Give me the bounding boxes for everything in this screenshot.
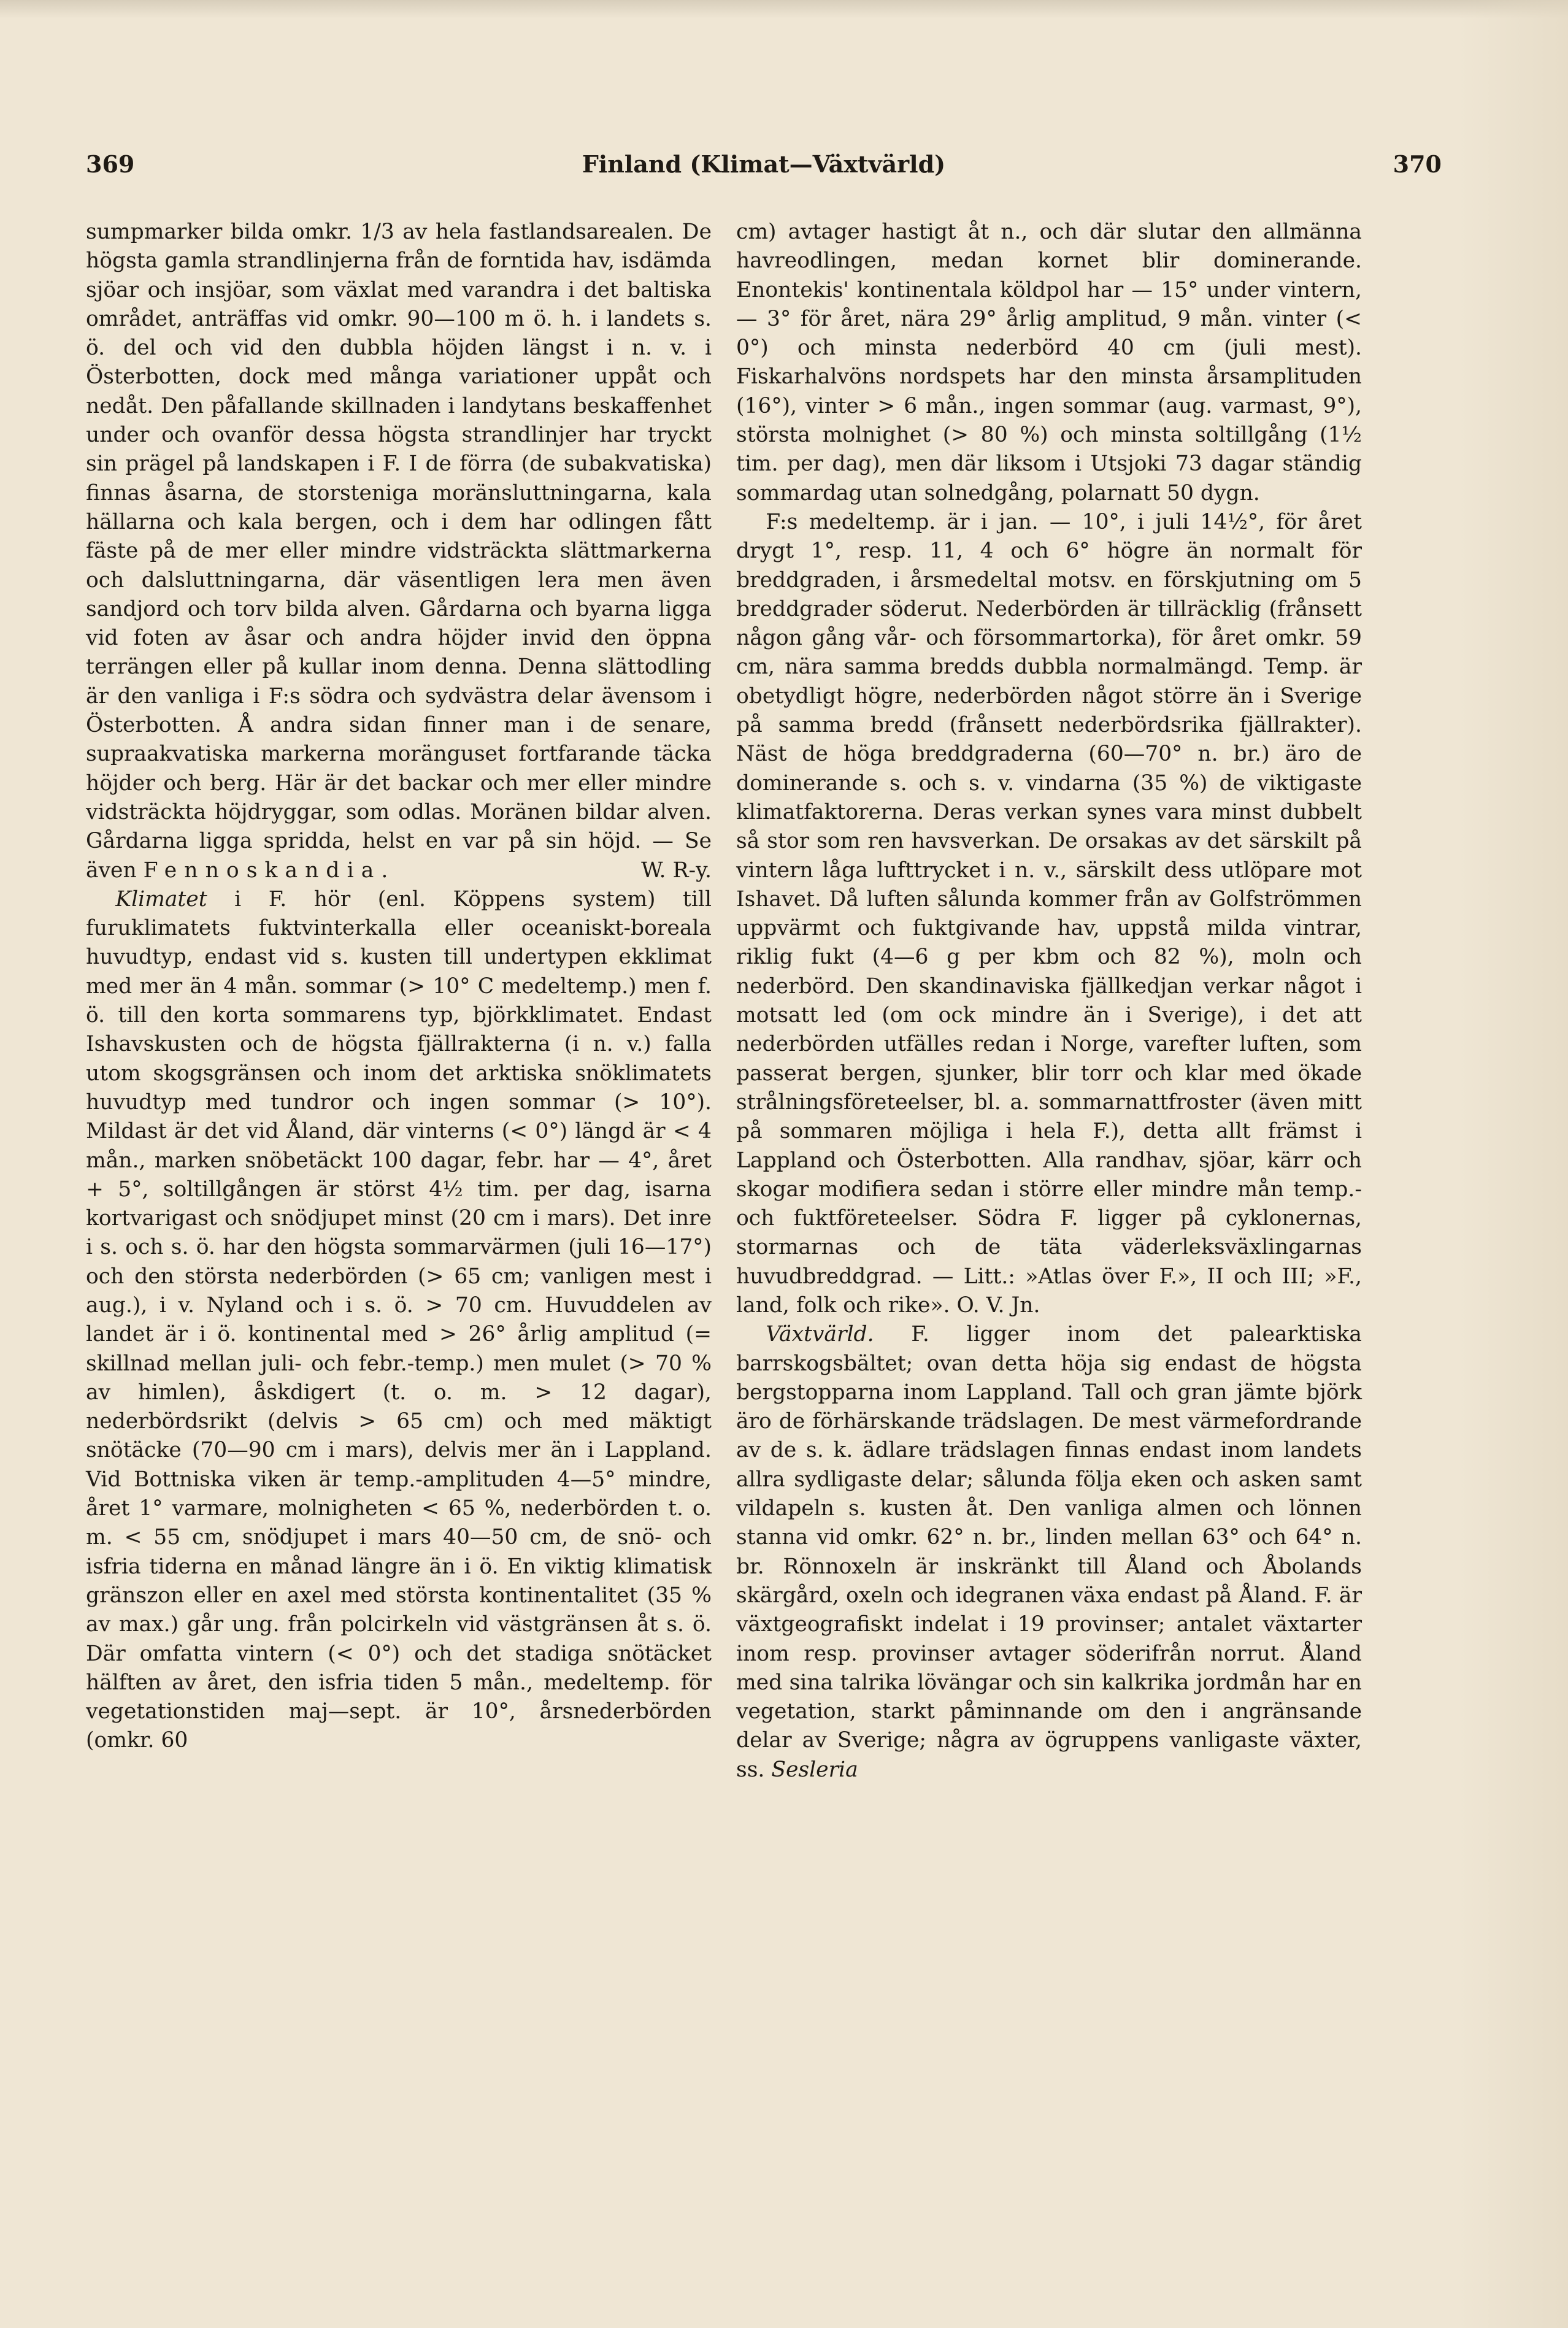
scan-right-margin-shadow xyxy=(1458,0,1568,2328)
page-number-right: 370 xyxy=(1393,150,1442,178)
right-column xyxy=(736,218,1362,1784)
paragraph-climate xyxy=(86,885,712,1756)
running-title: Finland (Klimat—Växtvärld) xyxy=(582,150,946,178)
genus-name-sesleria: Sesleria xyxy=(771,1757,858,1782)
paragraph-vegetation xyxy=(736,1320,1362,1784)
paragraph-vegetation-text: F. ligger inom det palearktiska barrskogsbältet; ovan detta höja sig endast de högsta bergstopparna inom Lappland. Tall och gran jämte björk äro de förhärskande trädslagen. De mest värmefordrande av de s. k. ädlare trädslagen finnas endast inom landets allra sydligaste delar; sålunda följa eken och asken samt vildapeln s. kusten åt. Den vanliga almen och lönnen stanna vid omkr. 62° n. br., linden mellan 63° och 64° n. br. Rönnoxeln är inskränkt till Åland och Åbolands skärgård, oxeln och idegranen växa endast på Åland. F. är växtgeografiskt indelat i 19 provinser; antalet växtarter inom resp. provinser avtager söderifrån norrut. Åland med sina talrika lövängar och sin kalkrika jordmån har en vegetation, starkt påminnande om den i angränsande delar av Sverige; några av ögruppens vanligaste växter, ss. xyxy=(736,1322,1362,1782)
paragraph-temperature: F:s medeltemp. är i jan. — 10°, i juli 14½°, för året drygt 1°, resp. 11, 4 och 6° högre än normalt för breddgraden, i årsmedeltal motsv. en förskjutning om 5 breddgrader söderut. Nederbörden är tillräcklig (frånsett någon gång vår- och försommartorka), för året omkr. 59 cm, nära samma bredds dubbla normalmängd. Temp. är obetydligt högre, nederbörden något större än i Sverige på samma bredd (frånsett nederbördsrika fjällrakter). Näst de höga breddgraderna (60—70° n. br.) äro de dominerande s. och s. v. vindarna (35 %) de viktigaste klimatfaktorerna. Deras verkan synes vara minst dubbelt så stor som ren havsverkan. De orsakas av det särskilt på vintern låga lufttrycket i n. v., särskilt dess utlöpare mot Ishavet. Då luften sålunda kommer från av Golfströmmen uppvärmt och fuktgivande hav, uppstå milda vintrar, riklig fukt (4—6 g per kbm och 82 %), moln och nederbörd. Den skandinaviska fjällkedjan verkar något i motsatt led (om ock mindre än i Sverige), i det att nederbörden utfälles redan i Norge, varefter luften, som passerat bergen, sjunker, blir torr och klar med ökade strålningsföreteelser, bl. a. sommarnattfroster (även mitt på sommaren möjliga i hela F.), detta allt främst i Lappland och Österbotten. Alla randhav, sjöar, kärr och skogar modifiera sedan i större eller mindre mån temp.- och fuktföreteelser. Södra F. ligger på cyklonernas, stormarnas och de täta väderleksväxlingarnas huvudbreddgrad. — Litt.: »Atlas över F.», II och III; »F., land, folk och rike». O. V. Jn. xyxy=(736,509,1362,1318)
author-signature: W. R-y. xyxy=(641,858,712,883)
left-column xyxy=(86,218,712,1756)
page-header xyxy=(86,150,1442,187)
page-number-left: 369 xyxy=(86,150,135,178)
paragraph-geology xyxy=(86,218,712,885)
paragraph-climate-continued: cm) avtager hastigt åt n., och där slutar den allmänna havreodlingen, medan kornet blir dominerande. Enontekis' kontinentala köldpol har — 15° under vintern, — 3° för året, nära 29° årlig amplitud, 9 mån. vinter (< 0°) och minsta nederbörd 40 cm (juli mest). Fiskarhalvöns nordspets har den minsta årsamplituden (16°), vinter > 6 mån., ingen sommar (aug. varmast, 9°), största molnighet (> 80 %) och minsta soltillgång (1½ tim. per dag), men där liksom i Utsjoki 73 dagar ständig sommardag utan solnedgång, polarnatt 50 dygn. xyxy=(736,220,1362,505)
paragraph-geology-text: sumpmarker bilda omkr. 1/3 av hela fastlandsarealen. De högsta gamla strandlinjerna från de forntida hav, isdämda sjöar och insjöar, som växlat med varandra i det baltiska området, anträffas vid omkr. 90—100 m ö. h. i landets s. ö. del och vid den dubbla höjden längst i n. v. i Österbotten, dock med många variationer uppåt och nedåt. Den påfallande skillnaden i landytans beskaffenhet under och ovanför dessa högsta strandlinjer har tryckt sin prägel på landskapen i F. I de förra (de subakvatiska) finnas åsarna, de storsteniga moränsluttningarna, kala hällarna och kala bergen, och i dem har odlingen fått fäste på de mer eller mindre vidsträckta slättmarkerna och dalsluttningarna, där väsentligen lera men även sandjord och torv bilda alven. Gårdarna och byarna ligga vid foten av åsar och andra höjder invid den öppna terrängen eller på kullar inom denna. Denna slättodling är den vanliga i F:s södra och sydvästra delar ävensom i Österbotten. Å andra sidan finner man i de senare, supraakvatiska markerna moränguset fortfarande täcka höjder och berg. Här är det backar och mer eller mindre vidsträckta höjdryggar, som odlas. Moränen bildar alven. Gårdarna ligga spridda, helst en var på sin höjd. — Se även xyxy=(86,220,712,883)
paragraph-climate-text: i F. hör (enl. Köppens system) till furuklimatets fuktvinterkalla eller oceaniskt-boreala huvudtyp, endast vid s. kusten till undertypen ekklimat med mer än 4 mån. sommar (> 10° C medeltemp.) men f. ö. till den korta sommarens typ, björkklimatet. Endast Ishavskusten och de högsta fjällrakterna (i n. v.) falla utom skogsgränsen och inom det arktiska snöklimatets huvudtyp med tundror och ingen sommar (> 10°). Mildast är det vid Åland, där vinterns (< 0°) längd är < 4 mån., marken snöbetäckt 100 dagar, febr. har — 4°, året + 5°, soltillgången är störst 4½ tim. per dag, isarna kortvarigast och snödjupet minst (20 cm i mars). Det inre i s. och s. ö. har den högsta sommarvärmen (juli 16—17°) och den största nederbörden (> 65 cm; vanligen mest i aug.), i v. Nyland och i s. ö. > 70 cm. Huvuddelen av landet är i ö. kontinental med > 26° årlig amplitud (= skillnad mellan juli- och febr.-temp.) men mulet (> 70 % av himlen), åskdigert (t. o. m. > 12 dagar), nederbördsrikt (delvis > 65 cm) och med mäktigt snötäcke (70—90 cm i mars), delvis mer än i Lappland. Vid Bottniska viken är temp.-amplituden 4—5° mindre, året 1° varmare, molnigheten < 65 %, nederbörden t. o. m. < 55 cm, snödjupet i mars 40—50 cm, de snö- och isfria tiderna en månad längre än i ö. En viktig klimatisk gränszon eller en axel med största kontinentalitet (35 % av max.) går ung. från polcirkeln vid västgränsen åt s. ö. Där omfatta vintern (< 0°) och det stadiga snötäcket hälften av året, den isfria tiden 5 mån., medeltemp. för vegetationstiden maj—sept. är 10°, årsnederbörden (omkr. 60 xyxy=(86,886,712,1753)
cross-reference-fennoskandia: Fennoskandia. xyxy=(143,858,396,883)
section-lead-vegetation: Växtvärld. xyxy=(766,1322,874,1347)
section-lead-climate: Klimatet xyxy=(115,886,207,912)
scan-edge-shadow xyxy=(0,0,1568,18)
